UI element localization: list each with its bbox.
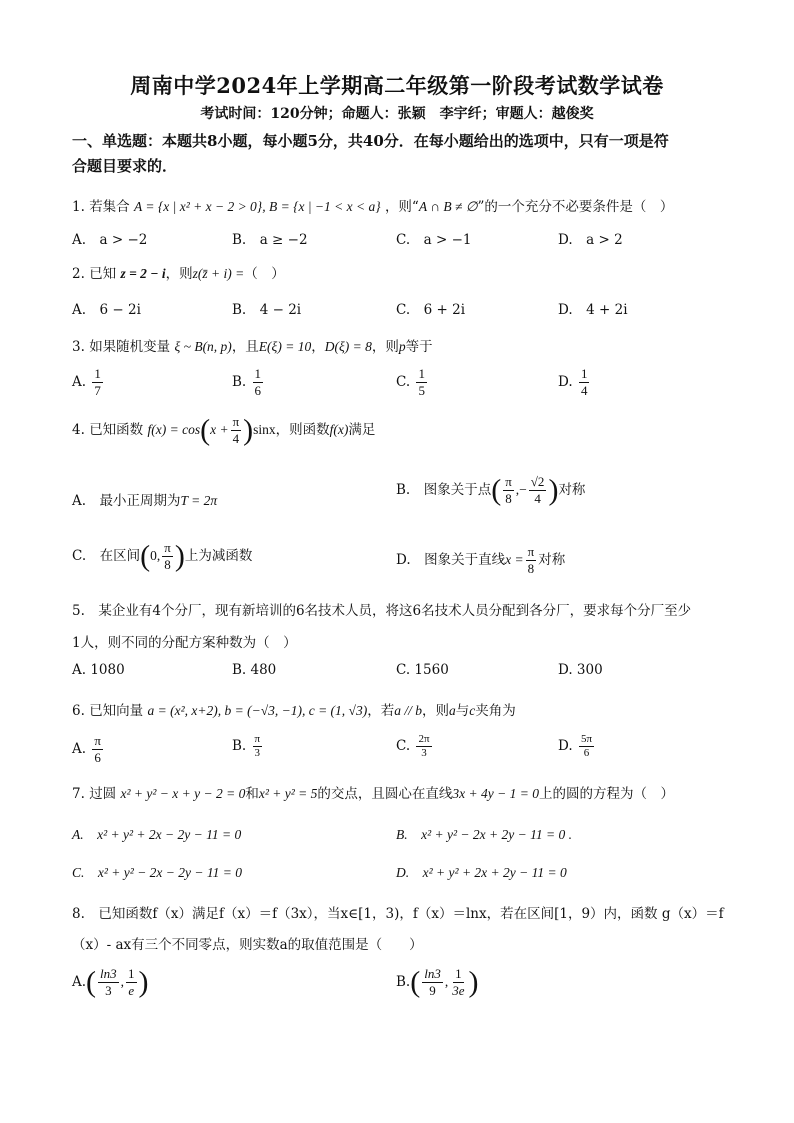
question-6 [72,699,516,719]
question-4 [72,414,375,447]
option-label: A. [72,374,87,390]
option-text: A. 最小正周期为 [72,493,181,509]
question-number: 2. [72,266,85,282]
numerator: 1 [455,966,462,981]
fraction [450,966,466,999]
q2-option-b: B. 4 − 2i [232,302,302,318]
paren-right: ) [174,539,185,573]
paren-left: ( [491,473,502,507]
math-period: T = 2π [180,493,218,508]
denominator: e [128,983,135,998]
math-distribution: ξ ~ B(n, p) [174,339,232,354]
denominator: 3e [452,983,465,998]
q1-option-c: C. a > −1 [396,232,472,248]
option-label: A. [72,974,87,990]
math-separator: , [444,974,449,989]
q6-option-d [558,733,596,760]
paren-left: ( [140,539,151,573]
option-text: 对称 [558,482,586,498]
question-2 [72,262,285,282]
question-text: 已知向量 [89,703,144,719]
question-number: 6. [72,703,85,719]
question-number: 1. [72,199,85,215]
numerator: ln3 [100,966,117,981]
denominator: 9 [429,983,436,998]
question-text: ，则 [421,703,449,719]
question-text: 与 [455,703,470,719]
fraction [422,966,443,999]
denominator: 3 [421,747,427,759]
question-text: ，则 [165,266,193,282]
math-inner: x + [210,422,229,437]
paren-right: ) [468,965,479,999]
paren-right: ) [548,473,559,507]
fraction [231,414,242,447]
numerator: 1 [128,966,135,981]
q1-option-d: D. a > 2 [558,232,623,248]
math-line: 3x + 4y − 1 = 0 [452,786,539,801]
q1-option-b: B. a ≥ −2 [232,232,308,248]
section-instructions-line2: 合题目要求的． [72,157,178,175]
question-text: （ ） [244,266,285,282]
fraction [579,366,590,399]
q7-option-b: B. x² + y² − 2x + 2y − 11 = 0 . [396,827,572,842]
option-text: D. 图象关于直线 [396,552,506,568]
fraction [92,366,103,399]
numerator: 1 [580,366,588,381]
fraction [529,474,547,507]
option-label: C. [396,374,411,390]
denominator: 8 [164,557,171,572]
q4-option-a [72,489,217,509]
q3-option-b [232,366,265,399]
math-expectation: E(ξ) = 10 [258,339,312,354]
math-zero: 0, [150,548,161,563]
option-label: A. [72,741,87,757]
math-fx: f(x) [329,422,349,437]
section-instructions-line1: 一、单选题：本题共8小题，每小题5分，共40分．在每小题给出的选项中，只有一项是符 [72,132,669,150]
q4-option-c [72,540,252,573]
option-text: 对称 [538,552,566,568]
question-7 [72,782,674,802]
question-text: ，若 [367,703,395,719]
question-number: 4. [72,422,85,438]
denominator: 7 [94,383,101,398]
math-sin: sinx [253,422,276,437]
question-number: 7. [72,786,85,802]
math-separator: , [120,974,125,989]
question-text: 等于 [405,339,433,355]
question-text: 和 [245,786,259,802]
math-vectors: a = (x², x+2), b = (−√3, −1), c = (1, √3) [147,703,368,718]
math-condition: A ∩ B ≠ ∅ [418,199,478,214]
q6-option-a [72,733,105,766]
option-label: D. [558,374,573,390]
numerator: 1 [418,366,425,381]
math-circle-1: x² + y² − x + y − 2 = 0 [120,786,246,801]
q4-option-b [396,474,585,507]
question-text: 过圆 [89,786,117,802]
q2-option-c: C. 6 + 2i [396,302,466,318]
q3-option-a [72,366,105,399]
question-3 [72,335,433,355]
exam-title: 周南中学2024年上学期高二年级第一阶段考试数学试卷 [130,73,664,98]
paren-right: ) [138,965,149,999]
q6-option-b [232,733,264,760]
fraction [253,366,264,399]
q4-option-d [396,544,565,577]
paren-right: ) [243,413,254,447]
question-5-line2: 1人，则不同的分配方案种数为（ ） [72,635,297,651]
question-8-line2: （x）- ax有三个不同零点，则实数a的取值范围是（ ） [72,937,423,953]
question-text: 的交点，且圆心在直线 [317,786,453,802]
numerator: π [164,540,171,555]
q8-option-b [396,966,479,999]
question-text: ，则 [371,339,399,355]
math-sets: A = {x | x² + x − 2 > 0}, B = {x | −1 < x < a} [133,199,381,214]
numerator: π [505,474,512,489]
math-parallel: a // b [394,703,422,718]
numerator: 2π [418,733,430,745]
math-circle-2: x² + y² = 5 [258,786,318,801]
denominator: 6 [94,750,101,765]
numerator: π [254,733,261,745]
q2-option-a: A. 6 − 2i [72,302,141,318]
question-text: ，且 [231,339,259,355]
fraction [98,966,119,999]
question-text: ”的一个充分不必要条件是（ ） [477,199,674,215]
fraction [526,544,537,577]
math-separator: ,− [515,482,527,497]
numerator: √2 [530,474,545,489]
math-p: p [398,339,406,354]
numerator: 1 [94,366,101,381]
option-label: B. [232,738,247,754]
numerator: ln3 [424,966,441,981]
exam-meta: 考试时间：120分钟；命题人：张颖 李宇纤；审题人：越俊奖 [200,106,594,122]
denominator: 3 [105,983,112,998]
fraction [92,733,103,766]
question-text: 满足 [348,422,376,438]
fraction [162,540,173,573]
numerator: 5π [580,733,592,745]
question-8-line1: 8. 已知函数f（x）满足f（x）＝f（3x），当x∈[1，3)，f（x）＝lnx，若在区间[1，9）内，函数 g（x）＝f [72,906,724,922]
q3-option-d [558,366,591,399]
question-text: 如果随机变量 [89,339,171,355]
question-number: 3. [72,339,85,355]
option-label: B. [232,374,247,390]
question-text: 已知 [89,266,117,282]
question-text: 上的圆的方程为（ ） [539,786,674,802]
q5-option-d: D. 300 [558,662,603,678]
q8-option-a [72,966,149,999]
fraction [126,966,137,999]
denominator: 6 [254,383,262,398]
denominator: 5 [418,383,425,398]
paren-left: ( [86,965,97,999]
numerator: π [232,414,240,429]
math-variance: D(ξ) = 8 [324,339,372,354]
q5-option-c: C. 1560 [396,662,449,678]
denominator: 8 [527,561,535,576]
numerator: π [527,544,535,559]
denominator: 8 [505,491,512,506]
q7-option-d: D. x² + y² + 2x + 2y − 11 = 0 [396,865,567,880]
question-text: 已知函数 [89,422,144,438]
paren-left: ( [200,413,211,447]
math-z: z = 2 − i [120,266,166,281]
question-text: 夹角为 [475,703,516,719]
q1-option-a: A. a > −2 [72,232,148,248]
denominator: 4 [580,383,588,398]
numerator: π [94,733,101,748]
denominator: 3 [254,747,261,759]
denominator: 4 [232,431,240,446]
math-x: x = [505,552,524,567]
question-text: 若集合 [89,199,130,215]
q7-option-c: C. x² + y² − 2x − 2y − 11 = 0 [72,865,242,880]
math-a: a [448,703,456,718]
math-expression: z(z̄ + i) = [192,266,245,281]
fraction [416,733,431,760]
denominator: 6 [583,747,590,759]
option-text: 上为减函数 [184,548,253,564]
question-1 [72,195,673,215]
math-c: c [469,703,476,718]
option-text: B. 图象关于点 [396,482,492,498]
question-text: ， [311,339,325,355]
q3-option-c [396,366,429,399]
q2-option-d: D. 4 + 2i [558,302,628,318]
denominator: 4 [534,491,541,506]
q5-option-b: B. 480 [232,662,277,678]
option-label: D. [558,738,573,754]
option-label: C. [396,738,411,754]
q5-option-a: A. 1080 [72,662,125,678]
fraction [579,733,594,760]
q7-option-a: A. x² + y² + 2x − 2y − 11 = 0 [72,827,242,842]
question-text: ，则函数 [275,422,330,438]
fraction [503,474,514,507]
numerator: 1 [254,366,262,381]
paren-left: ( [410,965,421,999]
question-text: ，则“ [384,199,419,215]
option-label: B. [396,974,411,990]
q6-option-c [396,733,434,760]
fraction [253,733,263,760]
option-text: C. 在区间 [72,548,141,564]
question-5-line1: 5. 某企业有4个分厂，现有新培训的6名技术人员，将这6名技术人员分配到各分厂，要求每个分厂至少 [72,603,692,619]
fraction [416,366,427,399]
math-function: f(x) = cos [147,422,201,437]
